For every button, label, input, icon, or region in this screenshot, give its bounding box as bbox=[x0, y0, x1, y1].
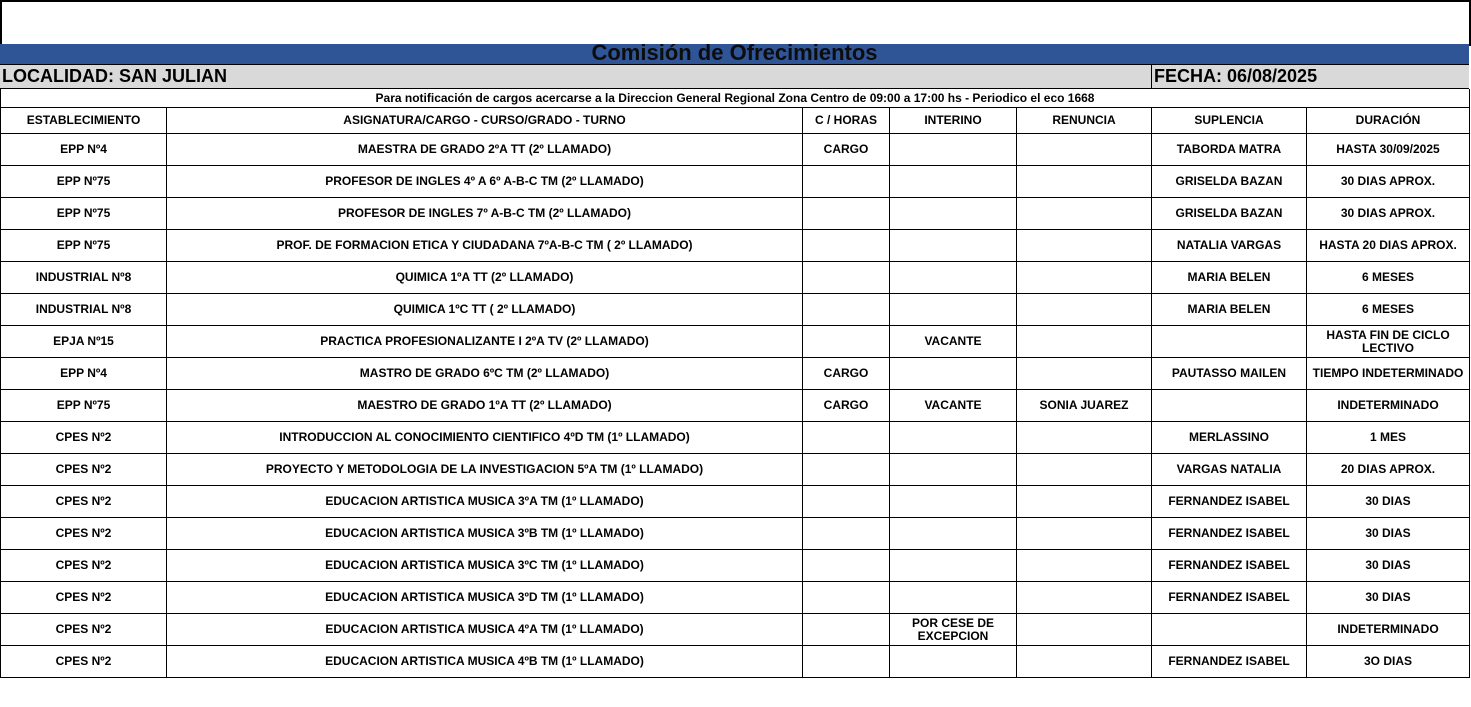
cell-asignatura: EDUCACION ARTISTICA MUSICA 4ºB TM (1º LLAMADO) bbox=[167, 646, 803, 678]
cell-renuncia bbox=[1017, 134, 1152, 166]
table-row bbox=[1, 358, 1470, 390]
offers-table bbox=[0, 107, 1470, 678]
cell-establecimiento: CPES Nº2 bbox=[1, 614, 167, 646]
cell-duracion: 30 DIAS bbox=[1307, 486, 1470, 518]
cell-asignatura: QUIMICA 1ºA TT (2º LLAMADO) bbox=[167, 262, 803, 294]
cell-c-horas: CARGO bbox=[803, 134, 890, 166]
cell-establecimiento: EPP Nº75 bbox=[1, 390, 167, 422]
cell-duracion: 3O DIAS bbox=[1307, 646, 1470, 678]
cell-c-horas bbox=[803, 198, 890, 230]
cell-renuncia bbox=[1017, 486, 1152, 518]
cell-c-horas: CARGO bbox=[803, 358, 890, 390]
cell-c-horas bbox=[803, 294, 890, 326]
cell-suplencia: FERNANDEZ ISABEL bbox=[1152, 582, 1307, 614]
cell-asignatura: PROFESOR DE INGLES 7º A-B-C TM (2º LLAMADO) bbox=[167, 198, 803, 230]
cell-renuncia bbox=[1017, 166, 1152, 198]
cell-c-horas bbox=[803, 166, 890, 198]
cell-establecimiento: CPES Nº2 bbox=[1, 582, 167, 614]
cell-asignatura: MAESTRO DE GRADO 1ºA TT (2º LLAMADO) bbox=[167, 390, 803, 422]
cell-renuncia: SONIA JUAREZ bbox=[1017, 390, 1152, 422]
cell-suplencia bbox=[1152, 390, 1307, 422]
table-row bbox=[1, 422, 1470, 454]
cell-asignatura: EDUCACION ARTISTICA MUSICA 3ºA TM (1º LLAMADO) bbox=[167, 486, 803, 518]
cell-duracion: 30 DIAS bbox=[1307, 582, 1470, 614]
table-row bbox=[1, 550, 1470, 582]
cell-interino bbox=[890, 358, 1017, 390]
table-row bbox=[1, 326, 1470, 358]
cell-establecimiento: CPES Nº2 bbox=[1, 454, 167, 486]
table-row bbox=[1, 614, 1470, 646]
cell-interino bbox=[890, 422, 1017, 454]
cell-asignatura: MAESTRA DE GRADO 2ºA TT (2º LLAMADO) bbox=[167, 134, 803, 166]
cell-duracion: 6 MESES bbox=[1307, 262, 1470, 294]
cell-duracion: 30 DIAS APROX. bbox=[1307, 166, 1470, 198]
cell-establecimiento: EPP Nº75 bbox=[1, 166, 167, 198]
cell-interino bbox=[890, 550, 1017, 582]
cell-interino bbox=[890, 294, 1017, 326]
localidad-label: LOCALIDAD: SAN JULIAN bbox=[2, 66, 227, 86]
cell-asignatura: EDUCACION ARTISTICA MUSICA 4ºA TM (1º LLAMADO) bbox=[167, 614, 803, 646]
cell-establecimiento: CPES Nº2 bbox=[1, 486, 167, 518]
cell-establecimiento: CPES Nº2 bbox=[1, 518, 167, 550]
cell-c-horas bbox=[803, 550, 890, 582]
table-row bbox=[1, 262, 1470, 294]
title-bar bbox=[0, 40, 1469, 65]
cell-asignatura: PROYECTO Y METODOLOGIA DE LA INVESTIGACION 5ºA TM (1º LLAMADO) bbox=[167, 454, 803, 486]
cell-renuncia bbox=[1017, 614, 1152, 646]
cell-duracion: 6 MESES bbox=[1307, 294, 1470, 326]
cell-interino bbox=[890, 454, 1017, 486]
cell-c-horas bbox=[803, 518, 890, 550]
cell-establecimiento: INDUSTRIAL Nº8 bbox=[1, 294, 167, 326]
location-date-bar bbox=[0, 65, 1469, 89]
cell-interino: POR CESE DE EXCEPCION bbox=[890, 614, 1017, 646]
column-header-c-horas: C / HORAS bbox=[803, 108, 890, 134]
divider bbox=[1151, 65, 1152, 88]
cell-renuncia bbox=[1017, 294, 1152, 326]
cell-duracion: 30 DIAS bbox=[1307, 518, 1470, 550]
cell-c-horas bbox=[803, 454, 890, 486]
cell-duracion: 30 DIAS APROX. bbox=[1307, 198, 1470, 230]
cell-suplencia: TABORDA MATRA bbox=[1152, 134, 1307, 166]
cell-asignatura: EDUCACION ARTISTICA MUSICA 3ºC TM (1º LLAMADO) bbox=[167, 550, 803, 582]
column-header-suplencia: SUPLENCIA bbox=[1152, 108, 1307, 134]
table-row bbox=[1, 454, 1470, 486]
table-row bbox=[1, 166, 1470, 198]
cell-c-horas bbox=[803, 422, 890, 454]
cell-interino: VACANTE bbox=[890, 326, 1017, 358]
cell-duracion: INDETERMINADO bbox=[1307, 390, 1470, 422]
table-row bbox=[1, 582, 1470, 614]
cell-renuncia bbox=[1017, 454, 1152, 486]
cell-establecimiento: EPP Nº75 bbox=[1, 198, 167, 230]
cell-asignatura: QUIMICA 1ºC TT ( 2º LLAMADO) bbox=[167, 294, 803, 326]
cell-suplencia: FERNANDEZ ISABEL bbox=[1152, 486, 1307, 518]
table-row bbox=[1, 134, 1470, 166]
cell-renuncia bbox=[1017, 230, 1152, 262]
cell-c-horas bbox=[803, 582, 890, 614]
cell-asignatura: PRACTICA PROFESIONALIZANTE I 2ºA TV (2º LLAMADO) bbox=[167, 326, 803, 358]
fecha-label: FECHA: 06/08/2025 bbox=[1154, 66, 1318, 86]
cell-c-horas bbox=[803, 230, 890, 262]
cell-establecimiento: CPES Nº2 bbox=[1, 646, 167, 678]
table-row bbox=[1, 230, 1470, 262]
cell-establecimiento: EPJA Nº15 bbox=[1, 326, 167, 358]
cell-interino bbox=[890, 582, 1017, 614]
table-row bbox=[1, 486, 1470, 518]
cell-renuncia bbox=[1017, 518, 1152, 550]
cell-suplencia bbox=[1152, 326, 1307, 358]
cell-suplencia: MARIA BELEN bbox=[1152, 294, 1307, 326]
cell-establecimiento: CPES Nº2 bbox=[1, 422, 167, 454]
cell-asignatura: INTRODUCCION AL CONOCIMIENTO CIENTIFICO 4ºD TM (1º LLAMADO) bbox=[167, 422, 803, 454]
cell-asignatura: PROF. DE FORMACION ETICA Y CIUDADANA 7ºA-B-C TM ( 2º LLAMADO) bbox=[167, 230, 803, 262]
column-header-renuncia: RENUNCIA bbox=[1017, 108, 1152, 134]
column-header-asignatura: ASIGNATURA/CARGO - CURSO/GRADO - TURNO bbox=[167, 108, 803, 134]
notice-text: Para notificación de cargos acercarse a la Direccion General Regional Zona Centro de 09:00 a 17:00 hs - Periodico el eco 1668 bbox=[0, 89, 1470, 108]
cell-asignatura: MASTRO DE GRADO 6ºC TM (2º LLAMADO) bbox=[167, 358, 803, 390]
cell-c-horas bbox=[803, 614, 890, 646]
cell-c-horas bbox=[803, 486, 890, 518]
cell-renuncia bbox=[1017, 646, 1152, 678]
cell-asignatura: EDUCACION ARTISTICA MUSICA 3ºB TM (1º LLAMADO) bbox=[167, 518, 803, 550]
table-row bbox=[1, 518, 1470, 550]
cell-renuncia bbox=[1017, 326, 1152, 358]
table-body bbox=[1, 134, 1470, 678]
cell-duracion: HASTA 20 DIAS APROX. bbox=[1307, 230, 1470, 262]
cell-duracion: 1 MES bbox=[1307, 422, 1470, 454]
cell-duracion: HASTA FIN DE CICLO LECTIVO bbox=[1307, 326, 1470, 358]
cell-c-horas bbox=[803, 646, 890, 678]
cell-interino bbox=[890, 230, 1017, 262]
cell-interino bbox=[890, 134, 1017, 166]
cell-interino bbox=[890, 166, 1017, 198]
cell-establecimiento: EPP Nº4 bbox=[1, 358, 167, 390]
cell-renuncia bbox=[1017, 582, 1152, 614]
cell-suplencia: PAUTASSO MAILEN bbox=[1152, 358, 1307, 390]
cell-duracion: HASTA 30/09/2025 bbox=[1307, 134, 1470, 166]
cell-suplencia: FERNANDEZ ISABEL bbox=[1152, 646, 1307, 678]
cell-duracion: TIEMPO INDETERMINADO bbox=[1307, 358, 1470, 390]
cell-suplencia: NATALIA VARGAS bbox=[1152, 230, 1307, 262]
cell-interino bbox=[890, 262, 1017, 294]
cell-duracion: 20 DIAS APROX. bbox=[1307, 454, 1470, 486]
table-row bbox=[1, 646, 1470, 678]
cell-c-horas: CARGO bbox=[803, 390, 890, 422]
cell-establecimiento: EPP Nº75 bbox=[1, 230, 167, 262]
cell-suplencia: GRISELDA BAZAN bbox=[1152, 166, 1307, 198]
cell-suplencia: FERNANDEZ ISABEL bbox=[1152, 550, 1307, 582]
cell-establecimiento: INDUSTRIAL Nº8 bbox=[1, 262, 167, 294]
table-row bbox=[1, 390, 1470, 422]
cell-suplencia: MARIA BELEN bbox=[1152, 262, 1307, 294]
cell-interino bbox=[890, 518, 1017, 550]
cell-interino bbox=[890, 486, 1017, 518]
cell-renuncia bbox=[1017, 358, 1152, 390]
cell-establecimiento: EPP Nº4 bbox=[1, 134, 167, 166]
cell-interino bbox=[890, 198, 1017, 230]
cell-suplencia: FERNANDEZ ISABEL bbox=[1152, 518, 1307, 550]
cell-suplencia bbox=[1152, 614, 1307, 646]
cell-renuncia bbox=[1017, 198, 1152, 230]
page-title: Comisión de Ofrecimientos bbox=[591, 40, 878, 65]
cell-c-horas bbox=[803, 262, 890, 294]
cell-interino bbox=[890, 646, 1017, 678]
table-header-row bbox=[1, 108, 1470, 134]
cell-suplencia: GRISELDA BAZAN bbox=[1152, 198, 1307, 230]
cell-asignatura: PROFESOR DE INGLES 4º A 6º A-B-C TM (2º LLAMADO) bbox=[167, 166, 803, 198]
table-row bbox=[1, 294, 1470, 326]
cell-c-horas bbox=[803, 326, 890, 358]
cell-interino: VACANTE bbox=[890, 390, 1017, 422]
cell-suplencia: VARGAS NATALIA bbox=[1152, 454, 1307, 486]
column-header-establecimiento: ESTABLECIMIENTO bbox=[1, 108, 167, 134]
cell-renuncia bbox=[1017, 422, 1152, 454]
column-header-duracion: DURACIÓN bbox=[1307, 108, 1470, 134]
cell-suplencia: MERLASSINO bbox=[1152, 422, 1307, 454]
table-row bbox=[1, 198, 1470, 230]
cell-establecimiento: CPES Nº2 bbox=[1, 550, 167, 582]
cell-duracion: INDETERMINADO bbox=[1307, 614, 1470, 646]
cell-renuncia bbox=[1017, 262, 1152, 294]
column-header-interino: INTERINO bbox=[890, 108, 1017, 134]
cell-renuncia bbox=[1017, 550, 1152, 582]
cell-asignatura: EDUCACION ARTISTICA MUSICA 3ºD TM (1º LLAMADO) bbox=[167, 582, 803, 614]
cell-duracion: 30 DIAS bbox=[1307, 550, 1470, 582]
